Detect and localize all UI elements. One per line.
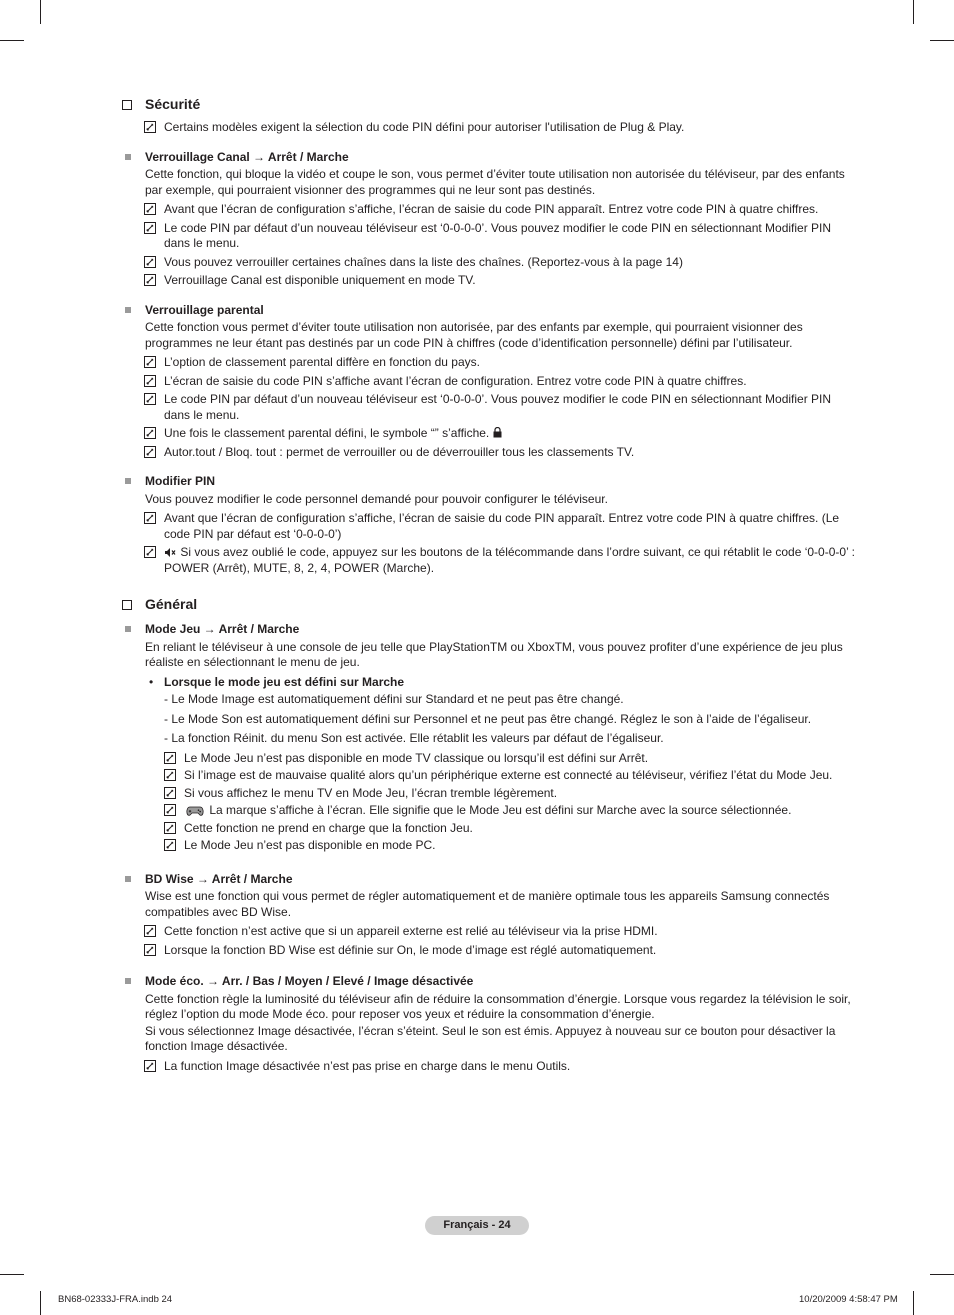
note-icon [144,121,156,133]
paragraph: Si vous sélectionnez Image désactivée, l’écran s’éteint. Seul le son est émis. Appuyez à nouveau sur ce bouton pour désactiver la fonction Image désactivée. [145,1023,836,1053]
item-heading: Mode éco. → Arr. / Bas / Moyen / Elevé / Image désactivée [122,974,858,990]
note-icon [144,356,156,368]
grey-square-bullet-icon [125,978,131,984]
note: Si l’image est de mauvaise qualité alors qu’un périphérique externe est connecté au téléviseur, vérifiez l’état du Mode Jeu. [122,768,858,784]
gamepad-icon [186,805,204,817]
crop-mark [0,1274,24,1275]
note: Cette fonction n’est active que si un appareil externe est relié au téléviseur via la prise HDMI. [122,924,858,940]
crop-mark [40,1291,41,1315]
paragraph: Vous pouvez modifier le code personnel demandé pour pouvoir configurer le téléviseur. [145,491,608,506]
note: L’option de classement parental diffère en fonction du pays. [122,355,858,371]
note: Le code PIN par défaut d’un nouveau téléviseur est ‘0-0-0-0’. Vous pouvez modifier le code PIN en sélectionnant Modifier PIN dans le menu. [122,221,858,252]
grey-square-bullet-icon [125,876,131,882]
note: Verrouillage Canal est disponible uniquement en mode TV. [122,273,858,289]
grey-square-bullet-icon [125,154,131,160]
note-icon [144,925,156,937]
paragraph: Cette fonction règle la luminosité du téléviseur afin de réduire la consommation d’énergie. Lorsque vous regardez la télévision le soir, réglez l’option du mode Mode éco. pour reposer vos yeux et réduire la consommation d’énergie. [145,991,851,1021]
crop-mark [913,0,914,24]
note: Vous pouvez verrouiller certaines chaînes dans la liste des chaînes. (Reportez-vous à la page 14) [122,255,858,271]
paragraph: Cette fonction vous permet d’éviter toute utilisation non autorisée, par des enfants par exemple, qui pourraient visionner des programmes ne leur étant pas destinés par un code PIN à chiffres (code d’identification personnelle) défini par l’utilisateur. [145,320,803,350]
note: La function Image désactivée n’est pas prise en charge dans le menu Outils. [122,1059,858,1075]
note: Lorsque la fonction BD Wise est définie sur On, le mode d’image est réglé automatiquement. [122,943,858,959]
note: Si vous affichez le menu TV en Mode Jeu, l’écran tremble légèrement. [122,786,858,802]
note-icon [164,787,176,799]
bullet-item: • Lorsque le mode jeu est défini sur Marche [149,674,405,689]
grey-square-bullet-icon [125,307,131,313]
note-icon [144,427,156,439]
paragraph: Wise est une fonction qui vous permet de régler automatiquement et de manière optimale tous les appareils Samsung connectés compatibles avec BD Wise. [145,889,830,919]
item-heading: Mode Jeu → Arrêt / Marche [122,622,858,638]
note [122,120,858,136]
note-icon [144,222,156,234]
dash-item: - La fonction Réinit. du menu Son est activée. Elle rétablit les valeurs par défaut de l’égaliseur. [164,731,664,745]
note: Avant que l’écran de configuration s’affiche, l’écran de saisie du code PIN apparaît. Entrez votre code PIN à quatre chiffres. (Le code PIN par défaut est ‘0-0-0-0’) [122,511,858,542]
note-icon [144,274,156,286]
note-icon [144,446,156,458]
crop-mark [930,1274,954,1275]
note-icon [164,804,176,816]
note: Avant que l’écran de configuration s’affiche, l’écran de saisie du code PIN apparaît. Entrez votre code PIN à quatre chiffres. [122,202,858,218]
file-slug: BN68-02333J-FRA.indb 24 [58,1294,173,1305]
note-icon [144,546,156,558]
crop-mark [930,40,954,41]
note-icon [164,769,176,781]
section-securite [122,94,858,576]
note-icon [144,944,156,956]
note: Une fois le classement parental défini, le symbole “” s’affiche. [122,426,858,442]
item-bd-wise [122,872,858,959]
checkbox-square-icon [122,600,132,610]
note-icon [144,203,156,215]
item-heading: Verrouillage parental [122,303,858,319]
note: Le Mode Jeu n’est pas disponible en mode TV classique ou lorsqu’il est défini sur Arrêt. [122,751,858,767]
note-icon [144,1060,156,1072]
print-timestamp: 10/20/2009 4:58:47 PM [799,1294,898,1305]
item-heading: BD Wise → Arrêt / Marche [122,872,858,888]
paragraph: Cette fonction, qui bloque la vidéo et coupe le son, vous permet d’éviter toute utilisation non autorisée du téléviseur, par des enfants par exemple, qui pourraient visionner des programmes qui ne leur sont pas destinés. [145,167,845,197]
item-mode-eco [122,974,858,1074]
note: L’écran de saisie du code PIN s’affiche avant l’écran de configuration. Entrez votre code PIN à quatre chiffres. [122,374,858,390]
lock-icon [493,427,502,438]
note-icon [144,256,156,268]
item-mode-jeu [122,622,858,854]
note-icon [144,512,156,524]
checkbox-square-icon [122,100,132,110]
grey-square-bullet-icon [125,626,131,632]
note-icon [144,375,156,387]
note-icon [164,752,176,764]
note-icon [164,839,176,851]
note: Autor.tout / Bloq. tout : permet de verrouiller ou de déverrouiller tous les classements TV. [122,445,858,461]
paragraph: En reliant le téléviseur à une console de jeu telle que PlayStationTM ou XboxTM, vous pouvez profiter d’une expérience de jeu plus réaliste en sélectionnant le menu de jeu. [145,639,843,669]
crop-mark [0,40,24,41]
item-modifier-pin [122,474,858,576]
note-text: Certains modèles exigent la sélection du code PIN défini pour autoriser l'utilisation de Plug & Play. [164,120,685,134]
grey-square-bullet-icon [125,478,131,484]
item-heading: Verrouillage Canal → Arrêt / Marche [122,150,858,166]
mute-speaker-icon [164,547,176,558]
item-verrouillage-canal [122,150,858,289]
crop-mark [913,1291,914,1315]
note: Le code PIN par défaut d’un nouveau téléviseur est ‘0-0-0-0’. Vous pouvez modifier le code PIN en sélectionnant Modifier PIN dans le menu. [122,392,858,423]
note-icon [164,822,176,834]
page-content [122,94,858,1080]
item-heading: Modifier PIN [122,474,858,490]
dash-item: - Le Mode Image est automatiquement défini sur Standard et ne peut pas être changé. [164,692,624,706]
note: Le Mode Jeu n’est pas disponible en mode PC. [122,838,858,854]
page-number-badge: Français - 24 [425,1216,529,1235]
dash-item: - Le Mode Son est automatiquement défini sur Personnel et ne peut pas être changé. Réglez le son à l’aide de l’égaliseur. [164,711,812,726]
section-title: Sécurité [122,94,858,114]
note: La marque s’affiche à l’écran. Elle signifie que le Mode Jeu est défini sur Marche avec la source sélectionnée. [122,803,858,819]
note: Cette fonction ne prend en charge que la fonction Jeu. [122,821,858,837]
section-title: Général [122,594,858,614]
item-verrouillage-parental [122,303,858,461]
section-general [122,594,858,1074]
note: Si vous avez oublié le code, appuyez sur les boutons de la télécommande dans l’ordre suivant, ce qui rétablit le code ‘0-0-0-0’ : POWER (Arrêt), MUTE, 8, 2, 4, POWER (Marche). [122,545,858,576]
note-icon [144,393,156,405]
crop-mark [40,0,41,24]
